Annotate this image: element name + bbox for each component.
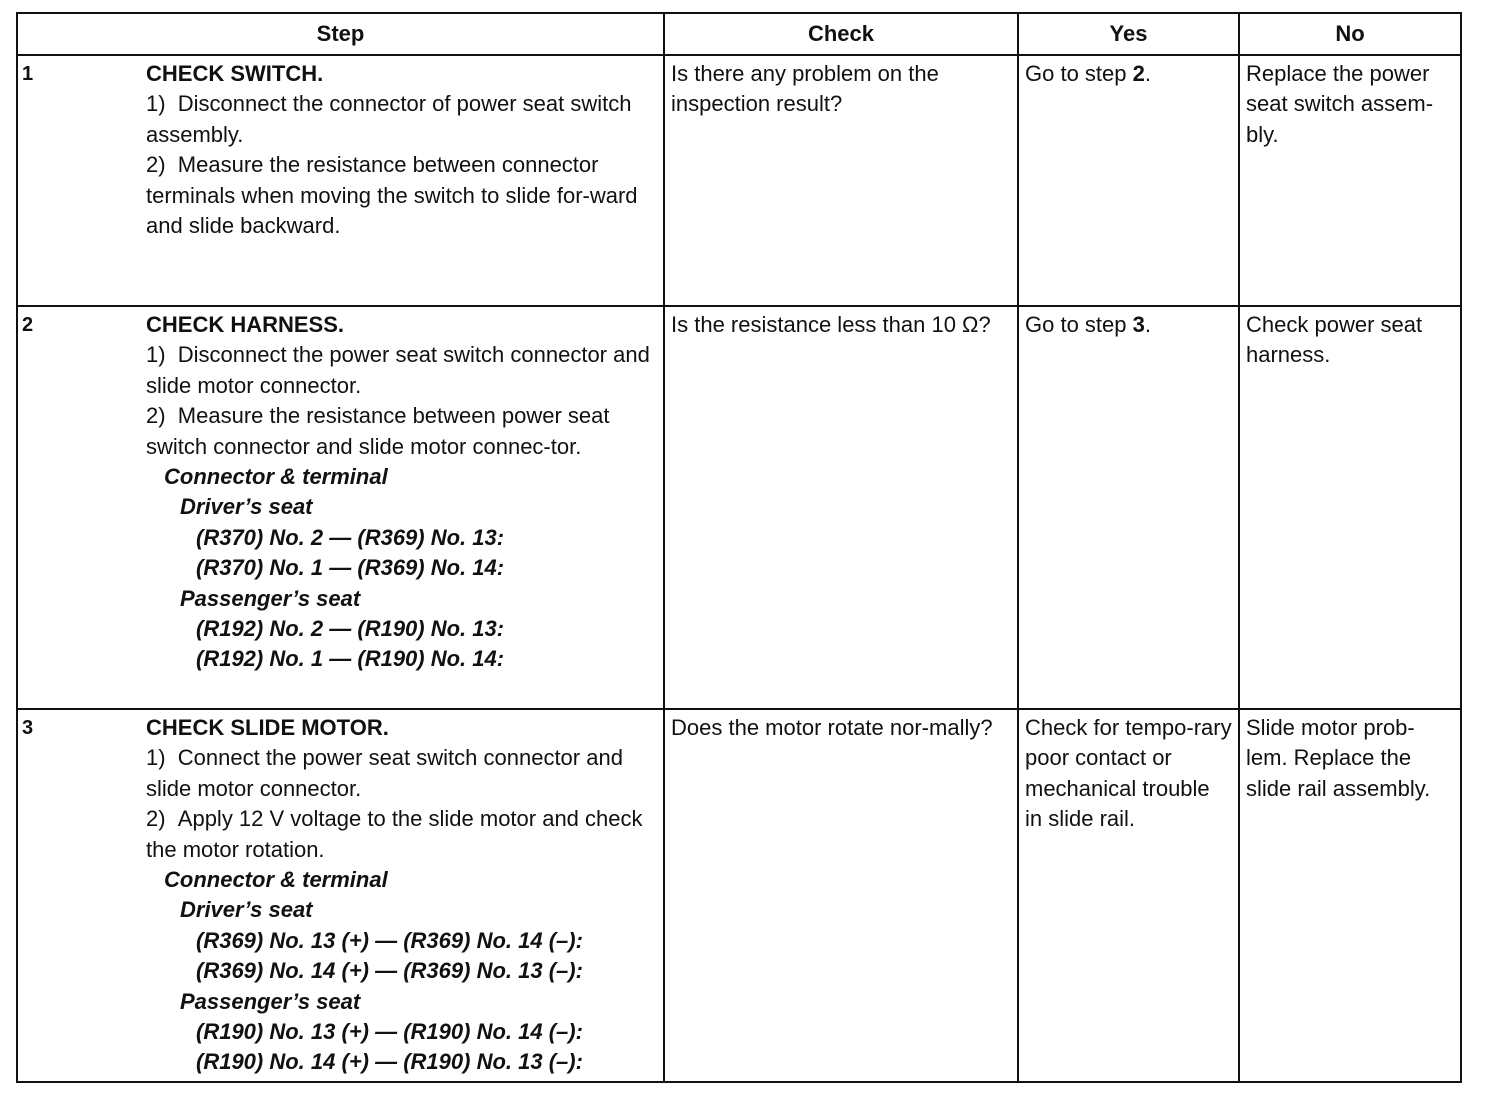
step-instruction: 1) Connect the power seat switch connector and slide motor connector. (146, 745, 623, 801)
step-title: CHECK HARNESS. (146, 312, 345, 337)
no-cell: Slide motor prob-lem. Replace the slide rail assembly. (1239, 709, 1461, 1082)
connector-heading: Connector & terminal (164, 464, 388, 490)
yes-cell (1018, 55, 1239, 306)
yes-text: Go to step (1025, 61, 1133, 86)
table-row (17, 306, 1461, 709)
table-row (17, 709, 1461, 1082)
yes-text: Go to step (1025, 312, 1133, 337)
step-cell (17, 55, 664, 306)
header-check: Check (664, 13, 1018, 55)
step-number: 3 (22, 717, 34, 739)
step-number: 1 (22, 63, 34, 85)
header-step: Step (17, 13, 664, 55)
diagnostic-table (16, 12, 1462, 1083)
check-cell: Is the resistance less than 10 Ω? (664, 306, 1018, 709)
terminal-line: (R190) No. 14 (+) — (R190) No. 13 (–): (196, 1049, 583, 1075)
seat-label: Driver’s seat (180, 897, 313, 923)
check-cell: Does the motor rotate nor-mally? (664, 709, 1018, 1082)
step-title: CHECK SWITCH. (146, 61, 324, 86)
yes-suffix: . (1144, 61, 1151, 86)
terminal-line: (R190) No. 13 (+) — (R190) No. 14 (–): (196, 1019, 583, 1045)
step-number: 2 (22, 314, 34, 336)
step-instruction: 2) Apply 12 V voltage to the slide motor and check the motor rotation. (146, 806, 643, 862)
no-cell: Check power seat harness. (1239, 306, 1461, 709)
step-title: CHECK SLIDE MOTOR. (146, 715, 389, 740)
yes-cell: Check for tempo-rary poor contact or mechanical trouble in slide rail. (1018, 709, 1239, 1082)
yes-step-number: 3 (1132, 312, 1145, 337)
header-no: No (1239, 13, 1461, 55)
connector-heading: Connector & terminal (164, 867, 388, 893)
step-cell (17, 709, 664, 1082)
seat-label: Driver’s seat (180, 494, 313, 520)
header-yes: Yes (1018, 13, 1239, 55)
yes-step-number: 2 (1132, 61, 1145, 86)
step-cell (17, 306, 664, 709)
terminal-line: (R192) No. 1 — (R190) No. 14: (196, 646, 505, 672)
no-cell: Replace the power seat switch assem-bly. (1239, 55, 1461, 306)
step-instruction: 1) Disconnect the power seat switch connector and slide motor connector. (146, 342, 650, 398)
yes-suffix: . (1144, 312, 1151, 337)
terminal-line: (R369) No. 14 (+) — (R369) No. 13 (–): (196, 958, 583, 984)
terminal-line: (R370) No. 2 — (R369) No. 13: (196, 524, 505, 550)
table-row (17, 55, 1461, 306)
check-cell: Is there any problem on the inspection result? (664, 55, 1018, 306)
seat-label: Passenger’s seat (180, 988, 361, 1014)
yes-cell (1018, 306, 1239, 709)
header-row (17, 13, 1461, 55)
step-instruction: 1) Disconnect the connector of power seat switch assembly. (146, 91, 632, 147)
seat-label: Passenger’s seat (180, 585, 361, 611)
terminal-line: (R370) No. 1 — (R369) No. 14: (196, 555, 505, 581)
step-instruction: 2) Measure the resistance between power seat switch connector and slide motor connec-tor. (146, 403, 610, 459)
terminal-line: (R192) No. 2 — (R190) No. 13: (196, 616, 505, 642)
step-instruction: 2) Measure the resistance between connector terminals when moving the switch to slide for-ward and slide backward. (146, 152, 638, 239)
terminal-line: (R369) No. 13 (+) — (R369) No. 14 (–): (196, 927, 583, 953)
